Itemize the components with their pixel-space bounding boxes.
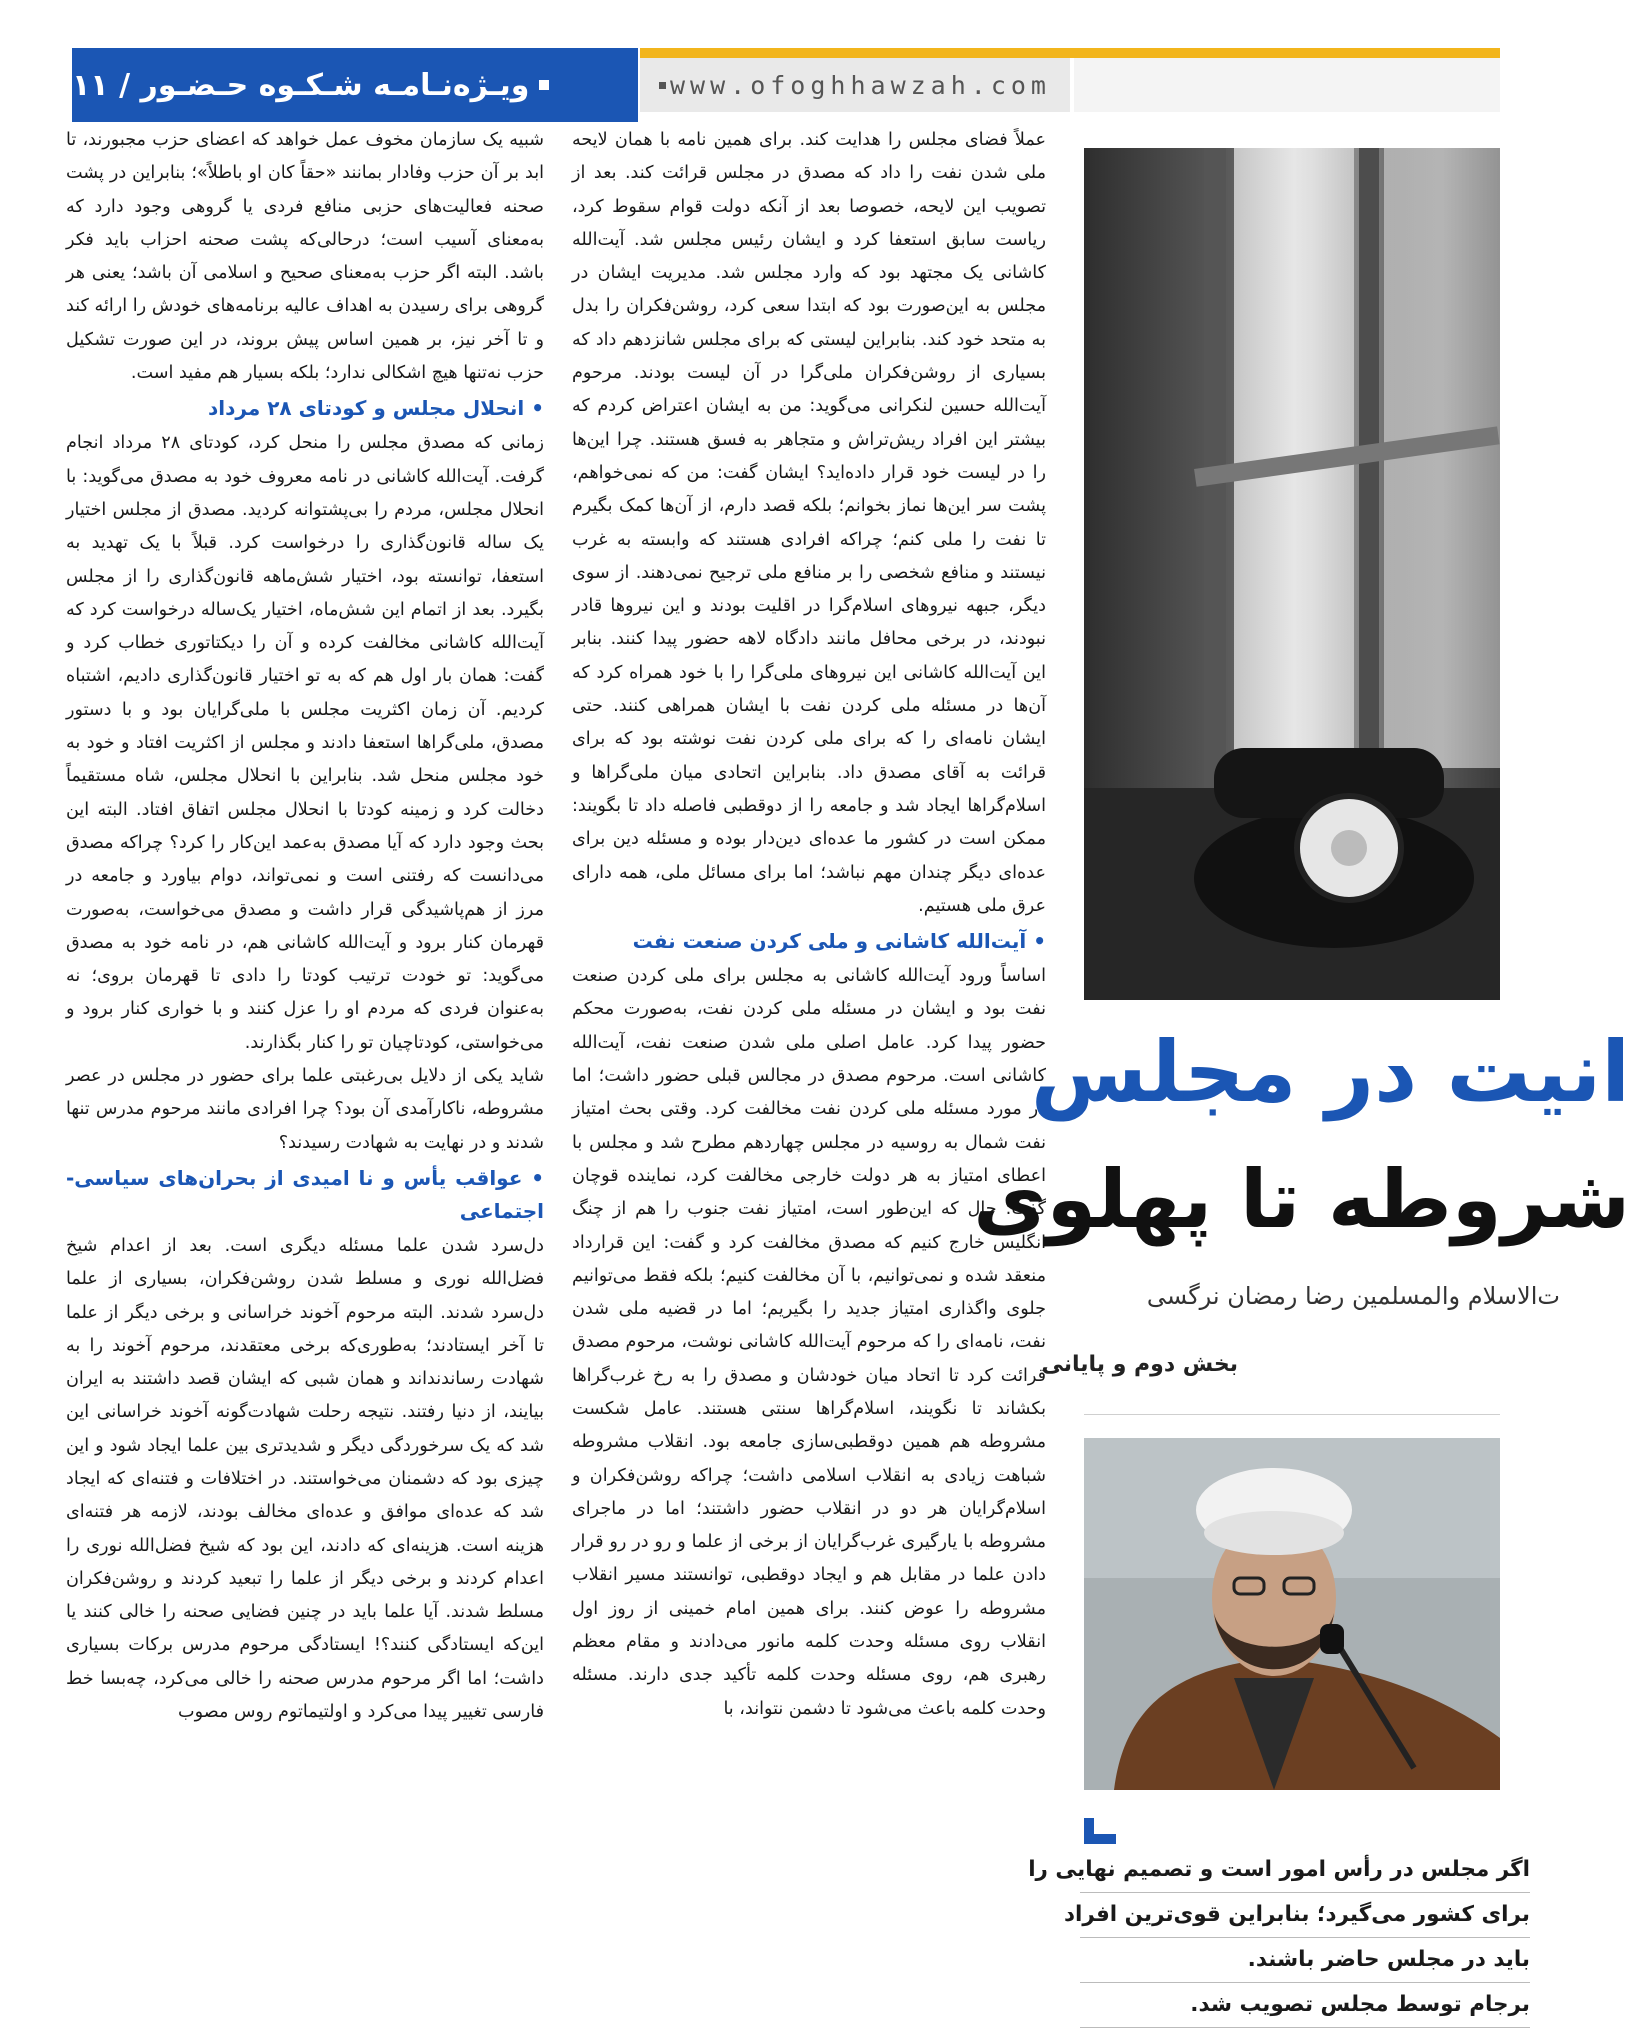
section-heading: • عواقب یأس و نا امیدی از بحران‌های سیاسی-اجتماعی	[66, 1165, 544, 1223]
pull-quote-line: برای کشور می‌گیرد؛ بنابراین قوی‌ترین افراد	[1080, 1893, 1530, 1938]
telephone-image	[1084, 148, 1500, 1000]
square-bullet-icon	[659, 82, 666, 89]
paragraph: عملاً فضای مجلس را هدایت کند. برای همین نامه با همان لایحه ملی شدن نفت را داد که مصدق در مجلس قرائت کند. بعد از تصویب این لایحه، خصوصا بعد از آنکه دولت قوام سقوط کرد، ریاست سابق استعفا کرد و ایشان رئیس مجلس شد. آیت‌الله کاشانی یک مجتهد بود که وارد مجلس شد. مدیریت ایشان در مجلس به این‌صورت بود که ابتدا سعی کرد، روشن‌فکران را بدل به متحد خود کند. بنابراین لیستی که برای مجلس شانزدهم داد که بسیاری از روشن‌فکران ملی‌گرا در آن لیست بودند. مرحوم آیت‌الله حسین لنکرانی می‌گوید: من به ایشان اعتراض کردم که بیشتر این افراد ریش‌تراش و متجاهر به فسق هستند. چرا این‌ها را در لیست خود قرار داده‌اید؟ ایشان گفت: من که نمی‌خواهم، پشت سر این‌ها نماز بخوانم؛ بلکه قصد دارم، از آن‌ها کمک بگیرم تا نفت را ملی کنم؛ چراکه افرادی هستند که وابسته به غرب نیستند و منافع شخصی را بر منافع ملی ترجیح نمی‌دهند. از سوی دیگر، جبهه نیروهای اسلام‌گرا در اقلیت بودند و این نیروها قادر نبودند، در برخی محافل مانند دادگاه لاهه حضور پیدا کنند. بنابر این آیت‌الله کاشانی این نیروهای ملی‌گرا را با خود همراه کرد که آن‌ها در مسئله ملی کردن نفت با ایشان همراهی کنند. حتی ایشان نامه‌ای را که برای ملی کردن نفت نوشته بود که برای قرائت به آقای مصدق داد. بنابراین اتحادی میان ملی‌گراها و اسلام‌گراها ایجاد شد و جامعه را از دوقطبی فاصله داد تا بگویند: ممکن است در کشور ما عده‌ای دین‌دار بوده و مسئله دین برای عده‌ای دیگر چندان مهم نباشد؛ اما برای مسائل ملی، همه دارای عرق ملی هستیم.	[572, 130, 1046, 916]
pull-quote-line: اگر مجلس در رأس امور است و تصمیم نهایی را	[1080, 1848, 1530, 1893]
paragraph: زمانی که مصدق مجلس را منحل کرد، کودتای ۲۸ مرداد انجام گرفت. آیت‌الله کاشانی در نامه معروف خود به مصدق می‌گوید: با انحلال مجلس، مردم را بی‌پشتوانه کردید. مصدق از مجلس اختیار یک ساله قانون‌گذاری را درخواست کرد. قبلاً با یک تهدید به استعفا، توانسته بود، اختیار شش‌ماهه قانون‌گذاری را از مجلس بگیرد. بعد از اتمام این شش‌ماه، اختیار یک‌ساله درخواست کرد که آیت‌الله کاشانی مخالفت کرده و آن را دیکتاتوری خطاب کرد و گفت: همان بار اول هم که به تو اختیار قانون‌گذاری دادیم، اشتباه کردیم. آن زمان اکثریت مجلس با ملی‌گرایان بود و با دستور مصدق، ملی‌گراها استعفا دادند و مجلس از اکثریت افتاد و خود به خود مجلس منحل شد. بنابراین با انحلال مجلس، شاه مستقیماً دخالت کرد و زمینه کودتا با انحلال مجلس اتفاق افتاد. البته این بحث وجود دارد که آیا مصدق به‌عمد این‌کار را کرد؟ چراکه مصدق می‌دانست که رفتنی است و نمی‌تواند، دوام بیاورد و جامعه در مرز از هم‌پاشیدگی قرار داشت و مصدق می‌خواست، به‌صورت قهرمان کنار برود و آیت‌الله کاشانی هم، در نامه خود به مصدق می‌گوید: تو خودت ترتیب کودتا را دادی تا قهرمان بروی؛ نه به‌عنوان فردی که مردم او را عزل کنند و با خواری کنار برود و می‌خواستی، کودتاچیان تو را کنار بگذارند.	[66, 433, 544, 1053]
article-title-line1: انیت در مجلس	[1030, 1023, 1630, 1121]
part-label: بخش دوم و پایانی	[1041, 1352, 1238, 1377]
paragraph: شبیه یک سازمان مخوف عمل خواهد که اعضای حزب مجبورند، تا ابد بر آن حزب وفادار بمانند «حقاً کان او باطلاً»؛ بنابراین در پشت صحنه فعالیت‌های حزبی منافع فردی یا گروهی وجود دارد که به‌معنای آسیب است؛ درحالی‌که پشت صحنه احزاب باید فکر باشد. البته اگر حزب به‌معنای صحیح و اسلامی آن باشد؛ یعنی هر گروهی برای رسیدن به اهداف عالیه برنامه‌های خودش را ارائه کند و تا آخر نیز، بر همین اساس پیش بروند، در این صورت تشکیل حزب نه‌تنها هیچ اشکالی ندارد؛ بلکه بسیار هم مفید است.	[66, 130, 544, 384]
author-byline: ت‌الاسلام والمسلمین رضا رمضان نرگسی	[1146, 1282, 1560, 1310]
series-title: ویـژه‌نـامـه شـکـوه حـضـور / ۱۱	[72, 67, 530, 103]
website-url-box	[640, 58, 1070, 112]
header-background	[1074, 58, 1500, 112]
series-banner	[72, 48, 638, 122]
speaker-portrait-photo	[1084, 1438, 1500, 1790]
square-bullet-icon	[539, 80, 549, 90]
quote-corner-icon	[1084, 1818, 1116, 1844]
paragraph: دل‌سرد شدن علما مسئله دیگری است. بعد از اعدام شیخ فضل‌الله نوری و مسلط شدن روشن‌فکران، بسیاری از علما دل‌سرد شدند. البته مرحوم آخوند خراسانی و برخی دیگر از علما تا آخر ایستادند؛ به‌طوری‌که برخی معتقدند، مرحوم آخوند را به شهادت رساندند‌اند و همان شبی که ایشان قصد داشتند به ایران بیایند، از دنیا رفتند. نتیجه رحلت شهادت‌گونه آخوند خراسانی این شد که یک سرخوردگی دیگر و شدیدتری بین علما ایجاد شود و این چیزی بود که دشمنان می‌خواستند. در اختلافات و فتنه‌ای که ایجاد شد که عده‌ای موافق و عده‌ای مخالف بودند، لازمه هر فتنه‌ای هزینه است. هزینه‌ای که دادند، این بود که شیخ فضل‌الله نوری را اعدام کردند و برخی دیگر از علما را تبعید کردند و روشن‌فکران مسلط شدند. آیا علما باید در چنین فضایی صحنه را خالی کنند یا این‌که ایستادگی کنند؟! ایستادگی مرحوم مدرس برکات بسیاری داشت؛ اما اگر مرحوم مدرس صحنه را خالی می‌کرد، چه‌بسا خط فارسی تغییر پیدا می‌کرد و اولتیماتوم روس مصوب	[66, 1235, 544, 1723]
cleric-portrait-image	[1084, 1438, 1500, 1790]
website-url: www.ofoghhawzah.com	[670, 70, 1051, 100]
telephone-photo	[1084, 148, 1500, 1000]
paragraph: اساساً ورود آیت‌الله کاشانی به مجلس برای ملی کردن صنعت نفت بود و ایشان در مسئله ملی کردن نفت، به‌صورت محکم حضور پیدا کرد. عامل اصلی ملی شدن صنعت نفت، آیت‌الله کاشانی است. مرحوم مصدق در مجالس قبلی حضور داشت؛ اما در مورد مسئله ملی کردن نفت مخالفت کرد. وقتی بحث امتیاز نفت شمال به روسیه در مجلس چهاردهم مطرح شد و مجلس با اعطای امتیاز به هر دولت خارجی مخالفت کرد، نماینده قوچان گفت: حال که این‌طور است، امتیاز نفت جنوب را هم از چنگ انگلیس خارج کنیم که مصدق مخالفت کرد و گفت: این قرارداد منعقد شده و نمی‌توانیم، با آن مخالفت کنیم؛ بلکه فقط می‌توانیم جلوی واگذاری امتیاز جدید را بگیریم؛ اما در قضیه ملی شدن نفت، نامه‌ای را که مرحوم آیت‌الله کاشانی نوشت، مرحوم مصدق قرائت کرد تا اتحاد میان خودشان و مصدق را به رخ غرب‌گراها بکشاند تا نگویند، اسلام‌گراها سنتی هستند. عامل شکست مشروطه هم همین دوقطبی‌سازی جامعه بود. انقلاب مشروطه شباهت زیادی به انقلاب اسلامی داشت؛ چراکه روشن‌فکران و اسلام‌گرایان هر دو در انقلاب حضور داشتند؛ اما در ماجرای مشروطه با یارگیری غرب‌گرایان از برخی از علما و رو در رو قرار دادن علما در مقابل هم و ایجاد دوقطبی، توانستند مسیر انقلاب مشروطه را عوض کنند. برای همین امام خمینی از روز اول انقلاب روی مسئله وحدت کلمه مانور می‌دادند و مقام معظم رهبری هم، روی مسئله وحدت کلمه تأکید جدی دارند. مسئله وحدت کلمه باعث می‌شود تا دشمن نتواند، با	[572, 966, 1046, 1719]
article-column-left	[66, 124, 544, 2028]
pull-quote-line: باید در مجلس حاضر باشند.	[1080, 1938, 1530, 1983]
article-column-middle	[572, 124, 1046, 2028]
header-accent-rule	[640, 48, 1500, 58]
paragraph: شاید یکی از دلایل بی‌رغبتی علما برای حضور در مجلس در عصر مشروطه، ناکارآمدی آن بود؟ چرا افرادی مانند مرحوم مدرس تنها شدند و در نهایت به شهادت رسیدند؟	[66, 1066, 544, 1153]
pull-quote	[1028, 1848, 1530, 2028]
pull-quote-line: برجام توسط مجلس تصویب شد.	[1080, 1983, 1530, 2028]
section-heading: • انحلال مجلس و کودتای ۲۸ مرداد	[208, 396, 544, 421]
section-heading: • آیت‌الله کاشانی و ملی کردن صنعت نفت	[632, 929, 1046, 954]
divider	[1084, 1414, 1500, 1415]
article-title-line2: شروطه تا پهلوی	[973, 1153, 1630, 1246]
